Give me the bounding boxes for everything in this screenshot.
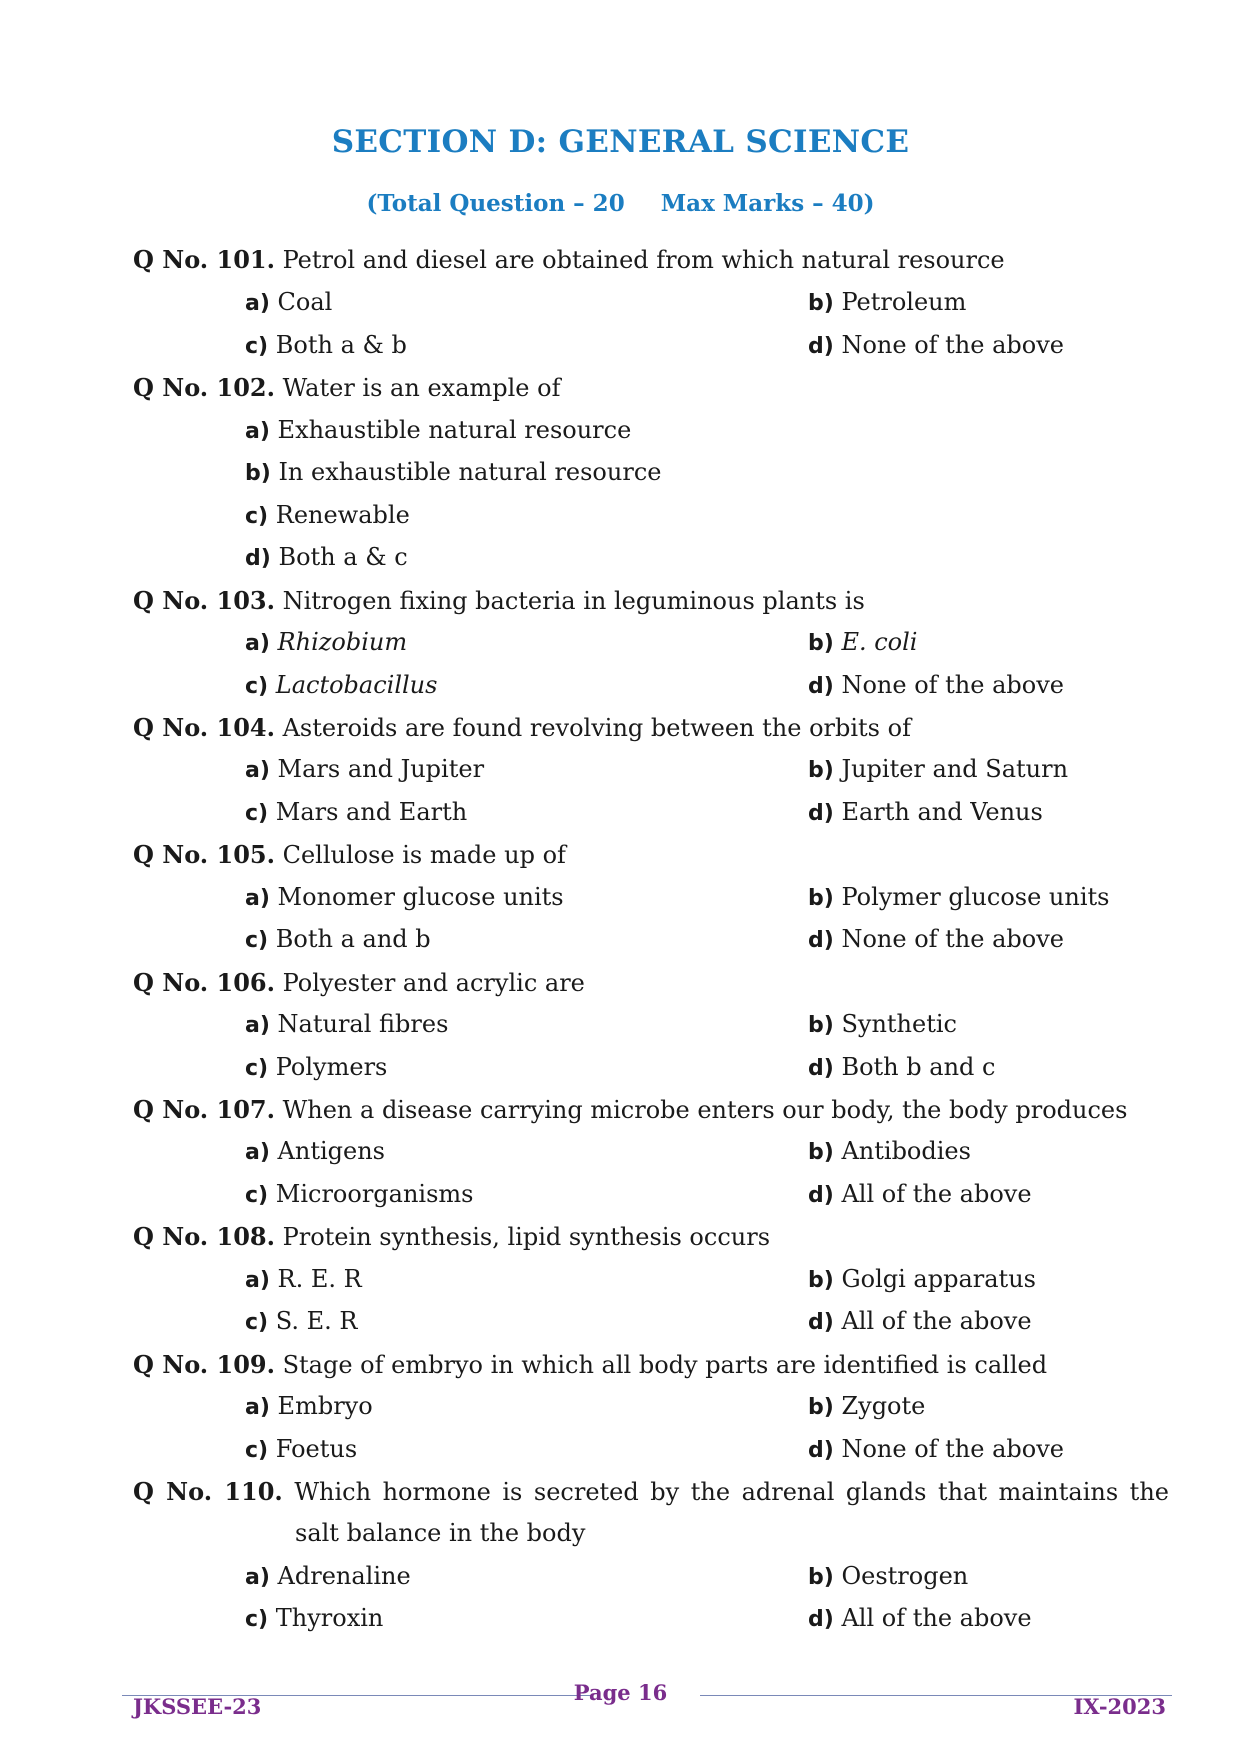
option-108-b[interactable]: b) Golgi apparatus — [808, 1265, 1036, 1293]
footer-exam-code: JKSSEE-23 — [133, 1694, 262, 1719]
option-105-b[interactable]: b) Polymer glucose units — [808, 883, 1110, 911]
option-104-a[interactable]: a) Mars and Jupiter — [245, 755, 485, 783]
option-109-a[interactable]: a) Embryo — [245, 1392, 373, 1420]
question-101 — [133, 238, 1005, 282]
option-101-a[interactable]: a) Coal — [245, 288, 333, 316]
question-text: Asteroids are found revolving between the orbits of — [282, 714, 911, 742]
option-107-c[interactable]: c) Microorganisms — [245, 1180, 474, 1208]
option-105-c[interactable]: c) Both a and b — [245, 925, 431, 953]
max-marks: Max Marks – 40) — [660, 190, 875, 217]
option-110-c[interactable]: c) Thyroxin — [245, 1604, 384, 1632]
question-109 — [133, 1343, 1047, 1387]
question-number: Q No. 108. — [133, 1222, 275, 1251]
question-number: Q No. 109. — [133, 1350, 275, 1379]
question-text: Protein synthesis, lipid synthesis occurs — [282, 1223, 771, 1251]
option-104-c[interactable]: c) Mars and Earth — [245, 798, 468, 826]
option-106-d[interactable]: d) Both b and c — [808, 1053, 996, 1081]
question-text: Nitrogen fixing bacteria in leguminous plants is — [282, 587, 865, 615]
option-110-a[interactable]: a) Adrenaline — [245, 1562, 411, 1590]
question-number: Q No. 104. — [133, 713, 275, 742]
question-110 — [133, 1470, 1169, 1514]
option-105-d[interactable]: d) None of the above — [808, 925, 1064, 953]
question-number: Q No. 101. — [133, 245, 275, 274]
option-102-b[interactable]: b) In exhaustible natural resource — [245, 458, 662, 486]
question-text: Cellulose is made up of — [282, 841, 566, 869]
option-107-a[interactable]: a) Antigens — [245, 1137, 385, 1165]
question-107 — [133, 1088, 1127, 1132]
question-110-continued: salt balance in the body — [295, 1519, 586, 1547]
option-105-a[interactable]: a) Monomer glucose units — [245, 883, 564, 911]
option-103-b[interactable]: b) E. coli — [808, 628, 918, 656]
option-101-d[interactable]: d) None of the above — [808, 331, 1064, 359]
option-109-b[interactable]: b) Zygote — [808, 1392, 926, 1420]
option-102-c[interactable]: c) Renewable — [245, 501, 410, 529]
option-102-d[interactable]: d) Both a & c — [245, 543, 408, 571]
question-text: When a disease carrying microbe enters our body, the body produces — [282, 1096, 1128, 1124]
section-title: SECTION D: GENERAL SCIENCE — [331, 124, 910, 160]
option-110-d[interactable]: d) All of the above — [808, 1604, 1032, 1632]
option-101-c[interactable]: c) Both a & b — [245, 331, 407, 359]
option-103-d[interactable]: d) None of the above — [808, 671, 1064, 699]
option-108-c[interactable]: c) S. E. R — [245, 1307, 358, 1335]
question-108 — [133, 1215, 770, 1259]
question-102 — [133, 366, 560, 410]
option-106-a[interactable]: a) Natural fibres — [245, 1010, 449, 1038]
question-104 — [133, 706, 911, 750]
option-109-c[interactable]: c) Foetus — [245, 1435, 358, 1463]
question-103 — [133, 579, 865, 623]
question-number: Q No. 107. — [133, 1095, 275, 1124]
option-106-c[interactable]: c) Polymers — [245, 1053, 388, 1081]
question-number: Q No. 103. — [133, 586, 275, 615]
question-number: Q No. 106. — [133, 968, 275, 997]
footer-class-year: IX-2023 — [1073, 1694, 1166, 1719]
question-text: Petrol and diesel are obtained from which natural resource — [282, 246, 1005, 274]
question-number: Q No. 105. — [133, 840, 275, 869]
total-questions: (Total Question – 20 — [366, 190, 625, 217]
option-107-b[interactable]: b) Antibodies — [808, 1137, 971, 1165]
option-107-d[interactable]: d) All of the above — [808, 1180, 1032, 1208]
question-text: Water is an example of — [282, 374, 561, 402]
page-number: Page 16 — [573, 1680, 668, 1705]
question-number: Q No. 110. — [133, 1477, 283, 1506]
option-102-a[interactable]: a) Exhaustible natural resource — [245, 416, 632, 444]
section-subtitle — [0, 190, 1241, 217]
option-104-d[interactable]: d) Earth and Venus — [808, 798, 1043, 826]
option-104-b[interactable]: b) Jupiter and Saturn — [808, 755, 1069, 783]
question-105 — [133, 833, 566, 877]
option-108-a[interactable]: a) R. E. R — [245, 1265, 362, 1293]
option-109-d[interactable]: d) None of the above — [808, 1435, 1064, 1463]
option-101-b[interactable]: b) Petroleum — [808, 288, 967, 316]
option-103-a[interactable]: a) Rhizobium — [245, 628, 408, 656]
question-106 — [133, 961, 585, 1005]
question-text: Polyester and acrylic are — [282, 969, 585, 997]
question-text: Stage of embryo in which all body parts are identified is called — [282, 1351, 1048, 1379]
question-number: Q No. 102. — [133, 373, 275, 402]
option-110-b[interactable]: b) Oestrogen — [808, 1562, 969, 1590]
option-103-c[interactable]: c) Lactobacillus — [245, 671, 438, 699]
option-108-d[interactable]: d) All of the above — [808, 1307, 1032, 1335]
question-text: Which hormone is secreted by the adrenal glands that maintains the — [294, 1478, 1169, 1506]
option-106-b[interactable]: b) Synthetic — [808, 1010, 957, 1038]
